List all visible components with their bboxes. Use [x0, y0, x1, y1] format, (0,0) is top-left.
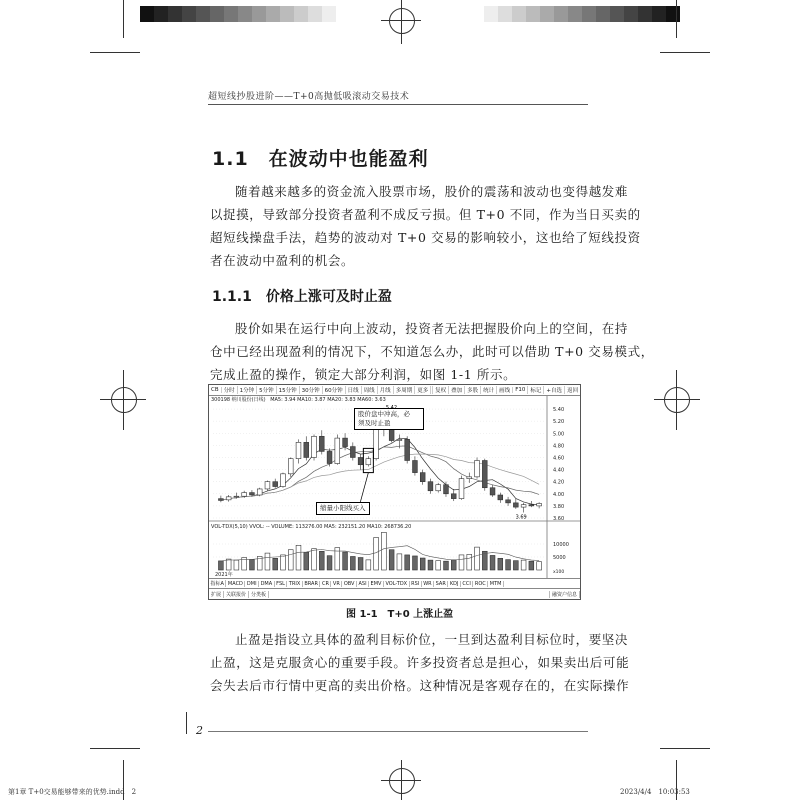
registration-mark [389, 768, 415, 794]
indicator-tab[interactable]: 指标A [209, 580, 226, 587]
toolbar-item[interactable]: 画线 [496, 386, 512, 394]
indicator-tab[interactable]: SAR [434, 581, 448, 587]
price-tick-label: 4.80 [553, 443, 565, 450]
callout-line: 股价盘中冲高，必 [358, 410, 410, 418]
bottom-tabs [209, 588, 580, 599]
indicator-tab[interactable]: CCI [461, 581, 473, 587]
volume-bar [343, 552, 348, 570]
volume-bar [265, 553, 270, 570]
indicator-tab[interactable]: ROC [473, 581, 488, 587]
candle-up [234, 496, 239, 497]
candle-up [397, 439, 402, 440]
volume-bar [327, 556, 332, 570]
candle-up [296, 442, 301, 458]
text-line: 超短线操盘手法，趋势的波动对 T+0 交易的影响较小，这也给了短线投资 [210, 230, 641, 245]
price-tick-label: 5.40 [553, 407, 565, 414]
candle-down [405, 439, 410, 460]
toolbar-item[interactable]: 更多 [415, 386, 431, 394]
volume-bar [459, 555, 464, 570]
volume-bar [304, 552, 309, 570]
crop-mark [90, 748, 140, 749]
price-tick-label: 4.00 [553, 491, 565, 498]
price-tick-label: 4.60 [553, 455, 565, 462]
candle-down [529, 505, 534, 506]
date-label: 2021年 [215, 572, 233, 578]
indicator-tab[interactable]: BRAR [303, 581, 321, 587]
toolbar-item[interactable]: 多周期 [394, 386, 416, 394]
toolbar-item[interactable]: 复权 [432, 386, 448, 394]
indicator-tab[interactable]: RSI [410, 581, 422, 587]
volume-bar [296, 545, 301, 570]
section-title: 1.1 在波动中也能盈利 [212, 148, 429, 170]
candle-up [265, 482, 270, 489]
candle-up [537, 503, 542, 505]
text-line: 以捉摸，导致部分投资者盈利不成反亏损。但 T+0 不同，作为当日买卖的 [210, 207, 641, 222]
callout-buy [316, 502, 370, 515]
candle-up [475, 461, 480, 477]
indicator-tab[interactable]: FSL [275, 581, 288, 587]
volume-tick-label: 5000 [553, 555, 566, 561]
page-number-mark [186, 712, 187, 734]
candle-up [226, 497, 231, 500]
price-tick-label: 5.00 [553, 431, 565, 438]
footer-rule [208, 731, 588, 732]
indicator-tab[interactable]: DMI [245, 581, 259, 587]
volume-bar [281, 555, 286, 570]
toolbar-item[interactable]: +自选 [543, 386, 564, 394]
volume-bar [444, 561, 449, 570]
candle-up [312, 436, 317, 457]
text-line: 完成止盈的操作，锁定大部分利润，如图 1-1 所示。 [210, 367, 517, 382]
candle-up [521, 505, 526, 507]
toolbar-item[interactable]: 15分钟 [277, 386, 300, 394]
crop-mark [676, 0, 677, 38]
volume-bar [428, 560, 433, 570]
sub-paragraph [210, 317, 654, 386]
price-tick-label: 3.80 [553, 503, 565, 510]
candle-up [374, 428, 379, 458]
callout-pointer [360, 473, 368, 502]
toolbar-item[interactable]: CB [209, 387, 222, 393]
toolbar-item[interactable]: 叠加 [448, 386, 464, 394]
candle-down [304, 442, 309, 457]
candle-down [343, 438, 348, 446]
ma-values: MA5: 3.94 MA10: 3.87 MA20: 3.83 MA60: 3.63 [270, 397, 386, 403]
toolbar-item[interactable]: 30分钟 [300, 386, 323, 394]
volume-tick-label: 10000 [553, 542, 569, 548]
toolbar-item[interactable]: F10 [512, 387, 527, 393]
toolbar-item[interactable]: 统计 [480, 386, 496, 394]
volume-bar [366, 560, 371, 570]
text-line: 止盈是指设立具体的盈利目标价位，一旦到达盈利目标位时，要坚决 [235, 632, 629, 647]
volume-bar [218, 561, 223, 570]
volume-bar [537, 562, 542, 570]
bottom-tab[interactable]: 融资户信息 [549, 591, 580, 598]
intro-paragraph [210, 180, 641, 272]
indicator-tab[interactable]: VOL-TDX [384, 581, 410, 587]
footer-timestamp: 2023/4/4 10:03:53 [620, 788, 690, 796]
bottom-tab[interactable]: 分类板 [249, 591, 269, 598]
crop-mark [660, 748, 710, 749]
volume-bar [506, 560, 511, 570]
candle-down [420, 473, 425, 482]
candle-down [273, 482, 278, 487]
toolbar-item[interactable]: 5分钟 [257, 386, 277, 394]
toolbar-item[interactable]: 多股 [464, 386, 480, 394]
text-line: 随着越来越多的资金流入股票市场，股价的震荡和波动也变得越发难 [235, 184, 629, 199]
crop-mark [90, 52, 140, 53]
candle-down [513, 503, 518, 507]
volume-unit-label: x100 [553, 570, 565, 575]
indicator-tab[interactable]: TRIX [287, 581, 302, 587]
toolbar-item[interactable]: 返回 [564, 386, 580, 394]
text-line: 股价如果在运行中向上波动，投资者无法把握股价向上的空间，在持 [235, 321, 629, 336]
indicator-tab[interactable]: MACD [226, 581, 245, 587]
subsection-title: 1.1.1 价格上涨可及时止盈 [212, 289, 392, 305]
volume-bar [436, 561, 441, 570]
volume-bar [420, 558, 425, 570]
registration-mark [389, 8, 415, 34]
text-line: 会失去后市行情中更高的卖出价格。这种情况是客观存在的，在实际操作 [210, 678, 630, 693]
price-tick-label: 3.60 [553, 516, 565, 522]
candle-down [413, 461, 418, 473]
registration-mark [111, 387, 137, 413]
candle-down [428, 482, 433, 491]
volume-bar [413, 556, 418, 570]
callout-take-profit [354, 408, 424, 430]
toolbar-item[interactable]: 1分钟 [238, 386, 258, 394]
price-tick-label: 5.20 [553, 419, 565, 426]
volume-header: VOL-TDX(5,10) VVOL: -- VOLUME: 113276.00 MA5: 232151.20 MA10: 268736.20 [211, 524, 412, 530]
candle-up [242, 493, 247, 497]
volume-bar [250, 560, 255, 570]
indicator-tab[interactable]: EMV [369, 581, 384, 587]
candle-down [327, 451, 332, 463]
running-head-rule [208, 104, 588, 105]
candle-down [250, 493, 255, 495]
candle-up [366, 459, 371, 465]
candle-down [444, 485, 449, 494]
toolbar-item[interactable]: 日线 [346, 386, 362, 394]
indicator-tab[interactable]: ASI [357, 581, 369, 587]
indicator-tab[interactable]: DMA [259, 581, 275, 587]
volume-bar [513, 561, 518, 570]
volume-bar [521, 560, 526, 570]
candle-up [288, 459, 293, 474]
candle-down [358, 457, 363, 464]
candle-down [350, 447, 355, 458]
running-head: 超短线抄股进阶——T+0高抛低吸滚动交易技术 [208, 92, 410, 102]
volume-bar [319, 551, 324, 570]
crop-mark [123, 0, 124, 38]
volume-bar [374, 538, 379, 571]
candle-up [459, 479, 464, 499]
stock-name: 300198 纳川股份(日线) [211, 397, 266, 403]
bottom-tab[interactable]: 扩展 [209, 591, 224, 598]
color-bar-left [140, 6, 336, 22]
volume-bar [490, 555, 495, 570]
candle-down [482, 461, 487, 488]
candle-up [335, 438, 340, 463]
candle-up [436, 485, 441, 491]
volume-bar [312, 549, 317, 570]
indicator-tab[interactable]: CR [320, 581, 331, 587]
volume-bar [350, 556, 355, 570]
low-price-label: 3.69 [515, 514, 527, 521]
volume-bar [529, 561, 534, 570]
volume-bar [451, 560, 456, 570]
indicator-tab[interactable]: WR [422, 581, 434, 587]
volume-bar [405, 555, 410, 570]
crop-mark [660, 52, 710, 53]
figure-caption: 图 1-1 T+0 上涨止盈 [346, 609, 454, 620]
volume-bar [467, 554, 472, 570]
indicator-tab[interactable]: OBV [342, 581, 357, 587]
candle-down [498, 495, 503, 500]
toolbar-item[interactable]: 月线 [378, 386, 394, 394]
indicator-tab[interactable]: KDJ [448, 581, 461, 587]
volume-bar [226, 559, 231, 570]
callout-line: 须及时止盈 [358, 419, 391, 427]
page-number: 2 [196, 724, 203, 737]
volume-bar [389, 550, 394, 570]
text-line: 者在波动中盈利的机会。 [210, 253, 355, 268]
toolbar-item[interactable]: 周线 [362, 386, 378, 394]
candle-down [506, 500, 511, 503]
price-tick-label: 4.40 [553, 467, 565, 474]
indicator-tabs [209, 578, 580, 588]
volume-bar [234, 560, 239, 570]
toolbar-item[interactable]: 标记 [527, 386, 543, 394]
volume-bar [288, 550, 293, 570]
volume-bar [397, 554, 402, 570]
candle-up [281, 474, 286, 487]
footer-filename: 第1章 T+0交易能够带来的优势.indd 2 [8, 788, 137, 796]
candle-down [451, 494, 456, 499]
callout-line: 缩量小阳线买入 [320, 504, 366, 512]
bottom-tab[interactable]: 关联报价 [224, 591, 249, 598]
volume-bar [498, 558, 503, 570]
candle-down [218, 499, 223, 501]
candle-up [467, 477, 472, 479]
price-tick-label: 4.20 [553, 479, 565, 486]
volume-bar [358, 558, 363, 570]
after-paragraph [210, 628, 630, 697]
toolbar-item[interactable]: 60分钟 [323, 386, 346, 394]
color-bar-right [484, 6, 680, 22]
volume-bar [273, 558, 278, 570]
candle-down [319, 436, 324, 451]
registration-mark [664, 387, 690, 413]
indicator-tab[interactable]: MTM [488, 581, 504, 587]
toolbar-item[interactable]: 分时 [222, 386, 238, 394]
text-line: 仓中已经出现盈利的情况下，不知道怎么办，此时可以借助 T+0 交易模式， [210, 344, 654, 359]
volume-bar [381, 532, 386, 570]
volume-bar [475, 547, 480, 570]
text-line: 止盈，这是克服贪心的重要手段。许多投资者总是担心，如果卖出后可能 [210, 655, 630, 670]
stock-chart-figure [208, 384, 581, 600]
candle-down [490, 488, 495, 495]
candle-up [257, 489, 262, 495]
indicator-tab[interactable]: VR [331, 581, 342, 587]
